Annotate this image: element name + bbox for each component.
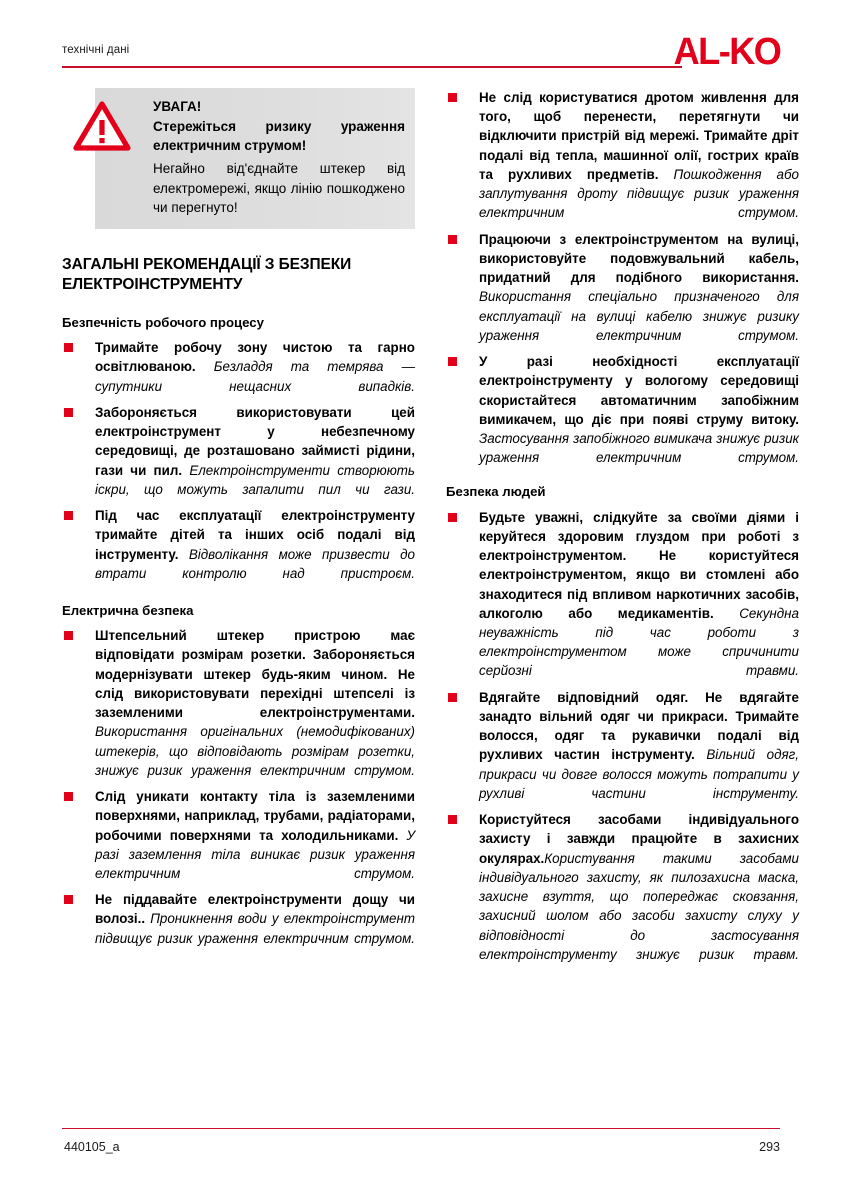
list-item [446,88,799,223]
bullet-list-personal-safety [446,508,799,964]
bullet-italic-text: Проникнення води у електроінструмент підвищує ризик ураження електричним струмом. [95,911,415,946]
warning-triangle-icon [73,100,131,152]
bullet-bold-text: Працюючи з електроінструментом на вулиці, використовуйте подовжувальний кабель, придатний для подібного використання. [479,231,799,286]
bullet-italic-text: Використання оригінальних (немодифікованих) штекерів, що відповідають розмірам розетки, знижує ризик ураження електричним струмом. [95,724,415,778]
bullet-paragraph [479,88,799,223]
bullet-square-icon [448,513,457,522]
bullet-bold-text: Не слід користуватися дротом живлення для того, щоб перенести, перетягнути чи відключити пристрій від мережі. Тримайте дріт подалі від тепла, машинної олії, гострих країв та рухливих предметів. [479,90,799,182]
bullet-paragraph [95,338,415,396]
bullet-paragraph [95,626,415,780]
list-item [446,810,799,964]
page-title: ЗАГАЛЬНІ РЕКОМЕНДАЦІЇ З БЕЗПЕКИ ЕЛЕКТРОІНСТРУМЕНТУ [62,255,352,293]
page-number: 293 [759,1140,780,1154]
subsection-title-work-area-safety: Безпечність робочого процесу [62,315,264,331]
list-item [62,626,415,780]
bullet-paragraph [479,810,799,964]
bullet-italic-text: Відволікання може призвести до втрати контролю над пристроєм. [95,546,415,581]
bullet-square-icon [64,631,73,640]
bullet-italic-text: Електроінструменти створюють іскри, що можуть запалити пил чи гази. [95,462,415,497]
bullet-italic-text: Застосування запобіжного вимикача знижує ризик ураження електричним струмом. [479,430,799,466]
bullet-italic-text: Безладдя та темрява — супутники нещасних випадків. [95,359,415,394]
bullet-paragraph [479,352,799,467]
bullet-list-electrical-safety-part2 [446,88,799,467]
bullet-italic-text: Користування такими засобами індивідуального захисту, як пилозахисна маска, захисне взуття, що попереджає сковзання, захисний шолом або засоби захисту слуху у відповідності до застосування електроінструменту знижує ризик травм. [479,850,799,962]
page-header [62,31,780,86]
bullet-square-icon [448,815,457,824]
bullet-bold-text: Будьте уважні, слідкуйте за своїми діями і керуйтеся здоровим глуздом при роботі з електроінструментом. Не користуйтеся електроінструментом, якщо ви стомлені або знаходитеся під впливом наркотичних засобів, алкоголю або медикаментів. [479,509,799,621]
bullet-italic-text: Секундна неуважність під час роботи з електроінструментом може спричинити серйозні травми. [479,605,799,679]
bullet-square-icon [64,511,73,520]
bullet-bold-text: Слід уникати контакту тіла із заземленими поверхнями, наприклад, трубами, радіаторами, робочими поверхнями та холодильниками. [95,789,415,843]
list-item [446,352,799,467]
subsection-title-personal-safety: Безпека людей [446,484,546,500]
bullet-square-icon [448,235,457,244]
bullet-paragraph [479,508,799,681]
subsection-title-electrical-safety: Електрична безпека [62,603,194,619]
warning-callout [95,88,415,229]
bullet-list-electrical-safety-part1 [62,626,415,948]
list-item [62,403,415,499]
bullet-square-icon [64,895,73,904]
list-item [446,230,799,345]
bullet-list-work-area-safety [62,338,415,583]
list-item [62,890,415,948]
warning-bold-text: Стережіться ризику ураження електричним струмом! [153,119,405,154]
warning-body-text: Негайно від'єднайте штекер від електромережі, якщо лінію пошкоджено чи перегнуто! [153,161,405,216]
footer-divider [62,1128,780,1129]
bullet-italic-text: Використання спеціально призначеного для експлуатації на вулиці кабелю знижує ризику ураження електричним струмом. [479,289,799,343]
bullet-bold-text: Забороняється використовувати цей електроінструмент у небезпечному середовищі, де розташовано займисті рідини, гази чи пил. [95,404,415,478]
bullet-bold-text: Штепсельний штекер пристрою має відповідати розмірам розетки. Забороняється модернізувати штекер будь-яким чином. Не слід використовувати перехідні штепселі із заземленими електроінструментами. [95,628,415,721]
bullet-bold-text: Вдягайте відповідний одяг. Не вдягайте занадто вільний одяг чи прикраси. Тримайте волосся, одяг та рукавички подалі від рухливих частин інструменту. [479,689,799,763]
list-item [62,787,415,883]
list-item [446,508,799,681]
bullet-bold-text: Тримайте робочу зону чистою та гарно освітлюваною. [95,340,415,375]
page-footer [62,1128,780,1168]
list-item [62,338,415,396]
bullet-square-icon [64,408,73,417]
bullet-paragraph [95,890,415,948]
bullet-paragraph [479,230,799,345]
bullet-italic-text: У разі заземлення тіла виникає ризик ураження електричним струмом. [95,827,415,881]
alko-logo: AL-KO [673,31,780,73]
bullet-square-icon [64,343,73,352]
bullet-bold-text: Під час експлуатації електроінструменту тримайте дітей та інших осіб подалі від інструменту. [95,508,415,562]
bullet-paragraph [95,787,415,883]
bullet-paragraph [95,403,415,499]
bullet-square-icon [64,792,73,801]
left-column [62,88,415,948]
bullet-square-icon [448,357,457,366]
warning-title: УВАГА! [153,99,202,114]
bullet-bold-text: У разі необхідності експлуатації електроінструменту у вологому середовищі скористайтеся автоматичним запобіжним вимикачем, що діє при появі струму витоку. [479,354,799,427]
list-item [62,506,415,583]
bullet-bold-text: Користуйтеся засобами індивідуального захисту і завжди працюйте в захисних окулярах. [479,812,799,866]
bullet-paragraph [95,506,415,583]
right-column [446,88,799,964]
header-divider [62,66,682,68]
bullet-italic-text: Пошкодження або заплутування дроту підвищує ризик ураження електричним струмом. [479,166,799,221]
bullet-square-icon [448,93,457,102]
document-code: 440105_a [64,1140,120,1154]
bullet-bold-text: Не піддавайте електроінструменти дощу чи волозі.. [95,892,415,927]
bullet-paragraph [479,688,799,803]
list-item [446,688,799,803]
bullet-italic-text: Вільний одяг, прикраси чи довге волосся можуть потрапити у рухливі частини інструменту. [479,747,799,801]
bullet-square-icon [448,693,457,702]
chapter-title: технічні дані [62,44,130,56]
